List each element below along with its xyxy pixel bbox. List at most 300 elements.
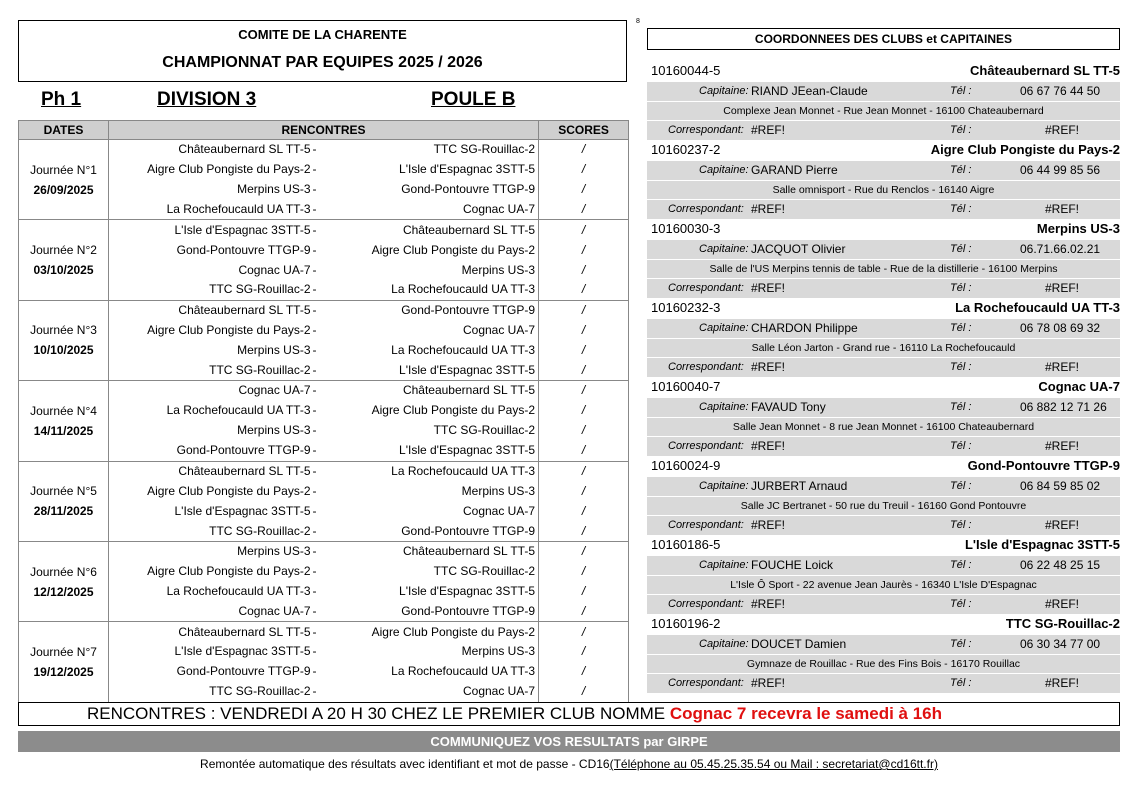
captain-phone[interactable]: 06 882 12 71 26 (1020, 400, 1107, 414)
home-team: L'Isle d'Espagnac 3STT-5 (109, 220, 313, 240)
vs-dash: - (312, 262, 317, 277)
club-id: 10160196-2 (651, 616, 721, 631)
away-team: La Rochefoucauld UA TT-3 (331, 280, 539, 300)
club-id: 10160237-2 (651, 142, 721, 157)
match-row (19, 441, 629, 461)
score-cell[interactable]: / (539, 682, 629, 702)
venue-address: Salle de l'US Merpins tennis de table - Rue de la distillerie - 16100 Merpins (647, 259, 1120, 279)
correspondent-label: Correspondant: (668, 203, 744, 215)
date-cell (19, 541, 109, 561)
tel-label: Tél : (950, 124, 972, 136)
match-row (19, 521, 629, 541)
date-cell (19, 461, 109, 481)
home-team: TTC SG-Rouillac-2 (109, 360, 313, 380)
match-row (19, 622, 629, 642)
date-cell (19, 521, 109, 541)
banner-text: RENCONTRES : VENDREDI A 20 H 30 CHEZ LE PREMIER CLUB NOMME (87, 704, 666, 723)
captain-row (647, 397, 1120, 417)
away-team: Gond-Pontouvre TTGP-9 (401, 182, 536, 197)
home-team: Châteaubernard SL TT-5 (109, 140, 313, 160)
match-row (19, 320, 629, 340)
date-cell (19, 441, 109, 461)
captain-phone[interactable]: 06 78 08 69 32 (1020, 321, 1101, 335)
club-card (647, 377, 1120, 456)
club-card (647, 298, 1120, 377)
match-row (19, 481, 629, 501)
venue-address: Salle JC Bertranet - 50 rue du Treuil - 16160 Gond Pontouvre (647, 496, 1120, 516)
venue-address: Salle omnisport - Rue du Renclos - 16140 Aigre (647, 180, 1120, 200)
round-label: Journée N°1 (19, 160, 109, 180)
home-team: La Rochefoucauld UA TT-3 (109, 582, 313, 602)
captain-phone[interactable]: 06 22 48 25 15 (1020, 558, 1101, 572)
banner-highlight: Cognac 7 recevra le samedi à 16h (669, 704, 943, 723)
match-row (19, 260, 629, 280)
home-team: Aigre Club Pongiste du Pays-2 (109, 562, 313, 582)
correspondent-phone: #REF! (1045, 123, 1080, 137)
match-row (19, 200, 629, 220)
tel-label: Tél : (950, 677, 972, 689)
correspondent-label: Correspondant: (668, 440, 744, 452)
home-team: TTC SG-Rouillac-2 (109, 682, 313, 702)
club-name: Châteaubernard SL TT-5 (969, 63, 1120, 78)
round-date: 14/11/2025 (19, 421, 109, 441)
score-cell[interactable]: / (539, 602, 629, 622)
away-team: L'Isle d'Espagnac 3STT-5 (331, 360, 539, 380)
venue-address: L'Isle Ô Sport - 22 avenue Jean Jaurès - 16340 L'Isle D'Espagnac (647, 575, 1120, 595)
tel-label: Tél : (950, 559, 972, 571)
phase-label: Ph 1 (41, 89, 82, 110)
home-team: TTC SG-Rouillac-2 (109, 280, 313, 300)
tel-label: Tél : (950, 480, 972, 492)
captain-label: Capitaine: (699, 322, 749, 334)
correspondent-row (647, 594, 1120, 614)
venue-address: Salle Jean Monnet - 8 rue Jean Monnet - 16100 Chateaubernard (647, 417, 1120, 437)
date-cell (19, 602, 109, 622)
home-team: La Rochefoucauld UA TT-3 (109, 401, 313, 421)
round-label: Journée N°2 (19, 240, 109, 260)
vs-dash: - (313, 682, 331, 702)
score-cell[interactable]: / (539, 240, 629, 260)
score-cell[interactable]: / (539, 300, 629, 320)
captain-label: Capitaine: (699, 401, 749, 413)
captain-label: Capitaine: (699, 164, 749, 176)
match-row (19, 602, 629, 622)
club-name: L'Isle d'Espagnac 3STT-5 (964, 537, 1120, 552)
match-row (19, 682, 629, 702)
vs-dash: - (312, 483, 317, 498)
club-header (647, 61, 1120, 81)
home-team: TTC SG-Rouillac-2 (109, 521, 313, 541)
date-cell (19, 300, 109, 320)
round-label: Journée N°5 (19, 481, 109, 501)
captain-row (647, 634, 1120, 654)
round-date: 26/09/2025 (19, 180, 109, 200)
vs-dash: - (313, 441, 331, 461)
tel-label: Tél : (950, 243, 972, 255)
club-header (647, 298, 1120, 318)
round-label: Journée N°4 (19, 401, 109, 421)
clubs-title: COORDONNEES DES CLUBS et CAPITAINES (647, 28, 1120, 50)
home-team: Aigre Club Pongiste du Pays-2 (109, 481, 313, 501)
score-cell[interactable]: / (539, 160, 629, 180)
away-team: L'Isle d'Espagnac 3STT-5 (399, 584, 536, 599)
correspondent-name: #REF! (751, 123, 786, 137)
club-name: La Rochefoucauld UA TT-3 (955, 300, 1120, 315)
club-header (647, 614, 1120, 634)
correspondent-phone: #REF! (1045, 676, 1080, 690)
home-team: L'Isle d'Espagnac 3STT-5 (109, 501, 313, 521)
home-team: Gond-Pontouvre TTGP-9 (109, 441, 313, 461)
vs-dash: - (312, 142, 317, 157)
correspondent-name: #REF! (751, 360, 786, 374)
correspondent-label: Correspondant: (668, 282, 744, 294)
captain-row (647, 476, 1120, 496)
match-row (19, 300, 629, 320)
club-card (647, 61, 1120, 140)
away-team: Cognac UA-7 (331, 682, 539, 702)
match-row (19, 180, 629, 200)
home-team: Gond-Pontouvre TTGP-9 (109, 240, 313, 260)
away-team: Cognac UA-7 (462, 322, 536, 337)
correspondent-row (647, 357, 1120, 377)
home-team: Cognac UA-7 (109, 381, 313, 401)
captain-phone[interactable]: 06 30 34 77 00 (1020, 637, 1101, 651)
round-date: 12/12/2025 (19, 582, 109, 602)
schedule-table (18, 120, 629, 703)
match-row (19, 160, 629, 180)
date-cell (19, 682, 109, 702)
away-team: Aigre Club Pongiste du Pays-2 (371, 242, 536, 257)
captain-name: DOUCET Damien (751, 637, 847, 651)
club-id: 10160030-3 (651, 221, 721, 236)
vs-dash: - (312, 564, 317, 579)
score-cell[interactable]: / (539, 582, 629, 602)
vs-dash: - (312, 403, 317, 418)
vs-dash: - (313, 602, 331, 622)
score-cell[interactable]: / (539, 461, 629, 481)
club-card (647, 535, 1120, 614)
venue-address: Gymnaze de Rouillac - Rue des Fins Bois - 16170 Rouillac (647, 654, 1120, 674)
correspondent-name: #REF! (751, 518, 786, 532)
correspondent-name: #REF! (751, 439, 786, 453)
home-team: Merpins US-3 (109, 340, 313, 360)
match-row (19, 562, 629, 582)
club-id: 10160024-9 (651, 458, 721, 473)
vs-dash: - (312, 162, 317, 177)
home-team: Châteaubernard SL TT-5 (109, 622, 313, 642)
match-row (19, 340, 629, 360)
tel-label: Tél : (950, 164, 972, 176)
away-team: Châteaubernard SL TT-5 (402, 544, 536, 559)
correspondent-label: Correspondant: (668, 124, 744, 136)
away-team: Aigre Club Pongiste du Pays-2 (371, 624, 536, 639)
score-cell[interactable]: / (539, 662, 629, 682)
schedule-banner (18, 702, 1120, 726)
round-date: 03/10/2025 (19, 260, 109, 280)
vs-dash: - (312, 584, 317, 599)
match-row (19, 240, 629, 260)
round-label: Journée N°7 (19, 642, 109, 662)
away-team: L'Isle d'Espagnac 3STT-5 (399, 162, 536, 177)
home-team: Cognac UA-7 (109, 602, 313, 622)
club-name: Cognac UA-7 (1038, 379, 1120, 394)
away-team: Gond-Pontouvre TTGP-9 (331, 602, 539, 622)
home-team: Gond-Pontouvre TTGP-9 (109, 662, 313, 682)
home-team: Merpins US-3 (109, 541, 313, 561)
score-cell[interactable]: / (539, 541, 629, 561)
footer-text: Remontée automatique des résultats avec identifiant et mot de passe - CD16 (200, 757, 610, 771)
correspondent-name: #REF! (751, 597, 786, 611)
match-row (19, 401, 629, 421)
club-name: TTC SG-Rouillac-2 (1005, 616, 1120, 631)
away-team: Aigre Club Pongiste du Pays-2 (371, 403, 536, 418)
score-cell[interactable]: / (539, 481, 629, 501)
away-team: Gond-Pontouvre TTGP-9 (401, 303, 536, 318)
club-name: Merpins US-3 (1036, 221, 1120, 236)
club-id: 10160232-3 (651, 300, 721, 315)
captain-name: FAVAUD Tony (751, 400, 826, 414)
away-team: Châteaubernard SL TT-5 (402, 383, 536, 398)
committee-title: COMITE DE LA CHARENTE (238, 27, 407, 42)
away-team: La Rochefoucauld UA TT-3 (391, 463, 536, 478)
match-row (19, 501, 629, 521)
correspondent-row (647, 515, 1120, 535)
score-cell[interactable]: / (539, 562, 629, 582)
vs-dash: - (312, 242, 317, 257)
match-row (19, 381, 629, 401)
away-team: Châteaubernard SL TT-5 (402, 222, 536, 237)
away-team: Merpins US-3 (461, 644, 536, 659)
club-header (647, 219, 1120, 239)
away-team: Merpins US-3 (461, 262, 536, 277)
captain-name: GARAND Pierre (751, 163, 838, 177)
away-team: TTC SG-Rouillac-2 (433, 142, 536, 157)
footer-note (18, 757, 1120, 771)
home-team: Merpins US-3 (109, 421, 313, 441)
away-team: Merpins US-3 (461, 483, 536, 498)
captain-label: Capitaine: (699, 559, 749, 571)
vs-dash: - (312, 624, 317, 639)
correspondent-name: #REF! (751, 676, 786, 690)
home-team: Châteaubernard SL TT-5 (109, 300, 313, 320)
page-marker: 8 (636, 18, 640, 25)
round-date: 28/11/2025 (19, 501, 109, 521)
vs-dash: - (312, 222, 317, 237)
captain-name: CHARDON Philippe (751, 321, 858, 335)
correspondent-phone: #REF! (1045, 202, 1080, 216)
club-card (647, 456, 1120, 535)
vs-dash: - (312, 644, 317, 659)
club-header (647, 377, 1120, 397)
correspondent-phone: #REF! (1045, 360, 1080, 374)
score-cell[interactable]: / (539, 180, 629, 200)
home-team: Aigre Club Pongiste du Pays-2 (109, 320, 313, 340)
captain-label: Capitaine: (699, 85, 749, 97)
vs-dash: - (313, 521, 331, 541)
club-id: 10160040-7 (651, 379, 721, 394)
vs-dash: - (312, 463, 317, 478)
score-cell[interactable]: / (539, 441, 629, 461)
captain-row (647, 160, 1120, 180)
score-cell[interactable]: / (539, 401, 629, 421)
results-bar: COMMUNIQUEZ VOS RESULTATS par GIRPE (18, 731, 1120, 752)
vs-dash: - (312, 303, 317, 318)
date-cell (19, 220, 109, 240)
tel-label: Tél : (950, 361, 972, 373)
date-cell (19, 360, 109, 380)
match-row (19, 220, 629, 240)
tel-label: Tél : (950, 598, 972, 610)
correspondent-phone: #REF! (1045, 281, 1080, 295)
club-card (647, 140, 1120, 219)
tel-label: Tél : (950, 322, 972, 334)
pool-label: POULE B (431, 89, 516, 110)
captain-phone[interactable]: 06 44 99 85 56 (1020, 163, 1101, 177)
score-cell[interactable]: / (539, 340, 629, 360)
vs-dash: - (312, 544, 317, 559)
captain-label: Capitaine: (699, 638, 749, 650)
captain-phone[interactable]: 06.71.66.02.21 (1020, 242, 1101, 256)
score-cell[interactable]: / (539, 501, 629, 521)
championship-title: CHAMPIONNAT PAR EQUIPES 2025 / 2026 (162, 54, 483, 71)
away-team: TTC SG-Rouillac-2 (433, 564, 536, 579)
home-team: Châteaubernard SL TT-5 (109, 461, 313, 481)
away-team: La Rochefoucauld UA TT-3 (391, 342, 536, 357)
captain-label: Capitaine: (699, 480, 749, 492)
vs-dash: - (312, 383, 317, 398)
correspondent-name: #REF! (751, 202, 786, 216)
tel-label: Tél : (950, 401, 972, 413)
correspondent-row (647, 120, 1120, 140)
date-cell (19, 280, 109, 300)
tel-label: Tél : (950, 282, 972, 294)
vs-dash: - (312, 503, 317, 518)
score-cell[interactable]: / (539, 280, 629, 300)
score-cell[interactable]: / (539, 220, 629, 240)
correspondent-row (647, 199, 1120, 219)
score-cell[interactable]: / (539, 360, 629, 380)
col-dates: DATES (19, 121, 109, 140)
club-header (647, 140, 1120, 160)
date-cell (19, 622, 109, 642)
score-cell[interactable]: / (539, 140, 629, 160)
clubs-list (647, 61, 1120, 693)
correspondent-row (647, 673, 1120, 693)
away-team: TTC SG-Rouillac-2 (433, 423, 536, 438)
score-cell[interactable]: / (539, 381, 629, 401)
vs-dash: - (312, 182, 317, 197)
correspondent-label: Correspondant: (668, 677, 744, 689)
home-team: Cognac UA-7 (109, 260, 313, 280)
tel-label: Tél : (950, 203, 972, 215)
captain-name: JACQUOT Olivier (751, 242, 846, 256)
score-cell[interactable]: / (539, 260, 629, 280)
header-box (18, 20, 627, 82)
club-id: 10160044-5 (651, 63, 721, 78)
date-cell (19, 381, 109, 401)
away-team: Cognac UA-7 (462, 503, 536, 518)
match-row (19, 662, 629, 682)
tel-label: Tél : (950, 638, 972, 650)
score-cell[interactable]: / (539, 421, 629, 441)
division-label: DIVISION 3 (157, 89, 257, 110)
club-card (647, 219, 1120, 298)
home-team: Aigre Club Pongiste du Pays-2 (109, 160, 313, 180)
vs-dash: - (312, 342, 317, 357)
match-row (19, 642, 629, 662)
round-date: 10/10/2025 (19, 340, 109, 360)
captain-row (647, 239, 1120, 259)
club-name: Aigre Club Pongiste du Pays-2 (930, 142, 1120, 157)
club-header (647, 456, 1120, 476)
vs-dash: - (312, 664, 317, 679)
vs-dash: - (313, 280, 331, 300)
vs-dash: - (313, 360, 331, 380)
date-cell (19, 140, 109, 160)
home-team: La Rochefoucauld UA TT-3 (109, 200, 313, 220)
club-name: Gond-Pontouvre TTGP-9 (967, 458, 1120, 473)
round-label: Journée N°6 (19, 562, 109, 582)
captain-row (647, 555, 1120, 575)
round-date: 19/12/2025 (19, 662, 109, 682)
match-row (19, 140, 629, 160)
correspondent-phone: #REF! (1045, 439, 1080, 453)
tel-label: Tél : (950, 519, 972, 531)
col-matches: RENCONTRES (109, 121, 539, 140)
captain-row (647, 318, 1120, 338)
match-row (19, 582, 629, 602)
col-scores: SCORES (539, 121, 629, 140)
away-team: La Rochefoucauld UA TT-3 (391, 664, 536, 679)
tel-label: Tél : (950, 440, 972, 452)
captain-row (647, 81, 1120, 101)
correspondent-phone: #REF! (1045, 518, 1080, 532)
venue-address: Salle Léon Jarton - Grand rue - 16110 La Rochefoucauld (647, 338, 1120, 358)
correspondent-phone: #REF! (1045, 597, 1080, 611)
captain-phone[interactable]: 06 84 59 85 02 (1020, 479, 1101, 493)
match-row (19, 541, 629, 561)
footer-contact: (Téléphone au 05.45.25.35.54 ou Mail : secretariat@cd16tt.fr) (609, 757, 938, 771)
correspondent-label: Correspondant: (668, 598, 744, 610)
captain-name: JURBERT Arnaud (751, 479, 848, 493)
date-cell (19, 200, 109, 220)
club-header (647, 535, 1120, 555)
away-team: L'Isle d'Espagnac 3STT-5 (331, 441, 539, 461)
captain-label: Capitaine: (699, 243, 749, 255)
score-cell[interactable]: / (539, 642, 629, 662)
away-team: Gond-Pontouvre TTGP-9 (331, 521, 539, 541)
score-cell[interactable]: / (539, 320, 629, 340)
match-row (19, 421, 629, 441)
captain-name: RIAND JEean-Claude (751, 84, 868, 98)
correspondent-label: Correspondant: (668, 361, 744, 373)
captain-phone[interactable]: 06 67 76 44 50 (1020, 84, 1101, 98)
vs-dash: - (312, 322, 317, 337)
score-cell[interactable]: / (539, 622, 629, 642)
correspondent-name: #REF! (751, 281, 786, 295)
club-card (647, 614, 1120, 693)
correspondent-row (647, 278, 1120, 298)
away-team: Cognac UA-7 (331, 200, 539, 220)
score-cell[interactable]: / (539, 200, 629, 220)
venue-address: Complexe Jean Monnet - Rue Jean Monnet - 16100 Chateaubernard (647, 101, 1120, 121)
score-cell[interactable]: / (539, 521, 629, 541)
vs-dash: - (312, 423, 317, 438)
vs-dash: - (313, 200, 331, 220)
home-team: L'Isle d'Espagnac 3STT-5 (109, 642, 313, 662)
correspondent-row (647, 436, 1120, 456)
club-id: 10160186-5 (651, 537, 721, 552)
